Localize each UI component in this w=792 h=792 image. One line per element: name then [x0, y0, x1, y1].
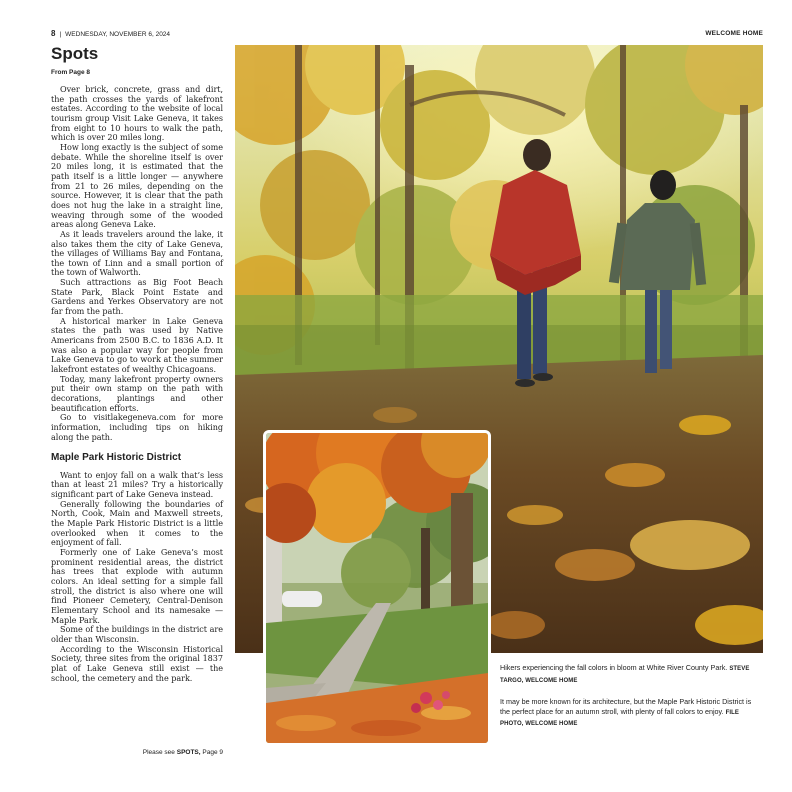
paragraph: A historical marker in Lake Geneva states the path was used by Native Americans from 2500 B.C. to 1836 A.D. It was also a popular way for people from Lake Geneva to go to work at the summer lakefront estates of wealthy Chicagoans.: [51, 315, 223, 375]
subhead: Maple Park Historic District: [51, 452, 182, 464]
continued-keyword: SPOTS,: [176, 749, 201, 756]
continued-line: [51, 749, 223, 756]
page-header: [51, 29, 763, 41]
hikers-photo-caption: [500, 663, 762, 686]
article-column: [51, 44, 223, 683]
maple-park-caption: [500, 697, 762, 730]
paragraph: Such attractions as Big Foot Beach State Park, Black Point Estate and Gardens and Yerkes Observatory are not far from the path.: [51, 277, 223, 317]
paragraph: Formerly one of Lake Geneva’s most prominent residential areas, the district has trees that explode with autumn colors. An ideal setting for a simple fall stroll, the district is also where one will find Pioneer Cemetery, Central-Denison Elementary School and its namesake — Maple Park.: [51, 547, 223, 625]
paragraph: Go to visitlakegeneva.com for more information, including tips on hiking along the path.: [51, 412, 223, 442]
paragraph: As it leads travelers around the lake, it also takes them the city of Lake Geneva, the villages of Williams Bay and Fontana, the town of Linn and a small portion of the town of Walworth.: [51, 228, 223, 278]
photo-credit: FILE PHOTO, WELCOME HOME: [500, 709, 739, 728]
publication-date: WEDNESDAY, NOVEMBER 6, 2024: [65, 31, 171, 38]
paragraph: Generally following the boundaries of North, Cook, Main and Maxwell streets, the Maple Park Historic District is a little overlooked when it comes to the enjoyment of fall.: [51, 498, 223, 548]
maple-park-photo: [263, 430, 491, 746]
paragraph: Over brick, concrete, grass and dirt, the path crosses the yards of lakefront estates. According to the website of local tourism group Visit Lake Geneva, it takes from eight to 10 hours to walk the path, which is over 20 miles long.: [51, 84, 223, 143]
continued-prefix: Please see: [142, 749, 175, 756]
caption-text: It may be more known for its architecture, but the Maple Park Historic District is the perfect place for an autumn stroll, with plenty of fall colors to enjoy.: [500, 697, 752, 716]
article-body: [51, 85, 223, 683]
photo-credit: STEVE TARGO, WELCOME HOME: [500, 666, 750, 684]
paragraph: Want to enjoy fall on a walk that’s less than at least 21 miles? Try a historically significant part of Lake Geneva instead.: [51, 469, 223, 500]
maple-park-photo-art: [266, 433, 488, 743]
page-number: 8: [51, 29, 56, 38]
caption-text: Hikers experiencing the fall colors in bloom at White River County Park.: [500, 663, 728, 672]
article-title: Spots: [51, 44, 99, 63]
continued-page: Page 9: [202, 749, 223, 756]
paragraph: Some of the buildings in the district are older than Wisconsin.: [51, 624, 223, 644]
paragraph: How long exactly is the subject of some debate. While the shoreline itself is over 20 miles long, it is estimated that the path itself is a little longer — anywhere from 21 to 26 miles, depending on the source. However, it is clear that the path does not hug the lake in a straight line, weaving through some of the wooded areas along Geneva Lake.: [51, 141, 223, 230]
header-divider: |: [59, 31, 62, 38]
jump-from-line: From Page 8: [51, 69, 91, 76]
paragraph: Today, many lakefront property owners put their own stamp on the path with decorations, plantings and other beautification efforts.: [51, 373, 223, 413]
section-name: WELCOME HOME: [705, 30, 763, 37]
paragraph: According to the Wisconsin Historical Society, three sites from the original 1837 plat of Lake Geneva still exist — the school, the cemetery and the park.: [51, 643, 223, 683]
